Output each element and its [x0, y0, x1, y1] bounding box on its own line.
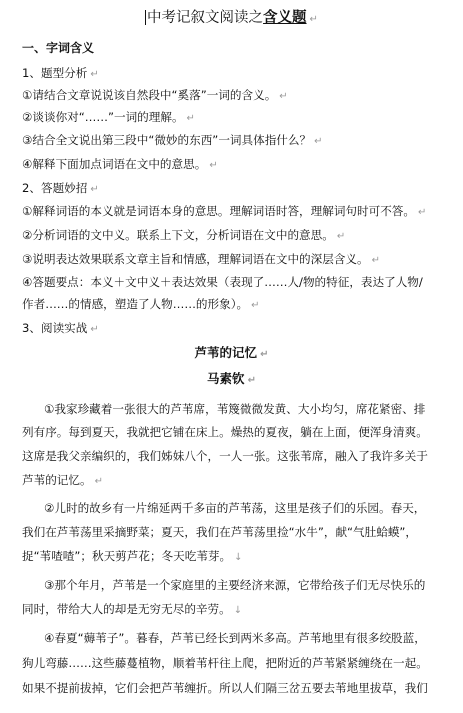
paragraph-2-line-3: 捉“苇喳喳”；秋天剪芦花；冬天吃苇芽。 ↓	[22, 549, 243, 563]
text-cursor	[145, 10, 146, 25]
question-2: ②谈谈你对“……”一词的理解。 ↵	[22, 110, 195, 124]
paragraph-1-line-1: ①我家珍藏着一张很大的芦苇席，苇篾微微发黄、大小均匀，席花紧密、排	[44, 402, 426, 416]
paragraph-1-line-4: 芦苇的记忆。 ↵	[22, 473, 103, 487]
question-1: ①请结合文章说说该自然段中“奚落”一词的含义。 ↵	[22, 88, 288, 102]
article-author: 马素钦 ↵	[207, 371, 256, 386]
tip-4-line-1: ④答题要点：本义＋文中义＋表达效果（表现了……人/物的特征，表达了人物/	[22, 275, 423, 289]
paragraph-1-line-3: 这席是我父亲编织的，我们姊妹八个，一人一张。这张苇席，融入了我许多关于	[22, 449, 428, 463]
paragraph-2-line-2: 我们在芦苇荡里采摘野菜；夏天，我们在芦苇荡里捡“水牛”，献“气肚蛤蟆”，	[22, 525, 418, 539]
subheading-tips: 2、答题妙招 ↵	[22, 181, 99, 195]
paragraph-3-line-1: ③那个年月，芦苇是一个家庭里的主要经济来源，它带给孩子们无尽快乐的	[44, 578, 426, 592]
question-4: ④解释下面加点词语在文中的意思。 ↵	[22, 157, 218, 171]
document-title: 中考记叙文阅读之含义题 ↵	[147, 10, 318, 26]
paragraph-3-line-2: 同时，带给大人的却是无穷无尽的辛劳。 ↓	[22, 602, 243, 616]
paragraph-4-line-1: ④春夏“薅苇子”。暮春，芦苇已经长到两米多高。芦苇地里有很多绞股蓝，	[44, 631, 426, 645]
paragraph-2-line-1: ②儿时的故乡有一片绵延两千多亩的芦苇荡，这里是孩子们的乐园。春天，	[44, 501, 426, 515]
paragraph-1-line-2: 列有序。每到夏天，我就把它铺在床上。燥热的夏夜，躺在上面，便浑身清爽。	[22, 425, 428, 439]
question-3: ③结合全文说出第三段中“微妙的东西”一词具体指什么？ ↵	[22, 133, 323, 147]
tip-4-line-2: 作者……的情感，塑造了人物……的形象）。 ↵	[22, 297, 260, 311]
title-emphasis: 含义题	[263, 10, 307, 26]
section-heading: 一、字词含义	[22, 41, 95, 55]
article-title: 芦苇的记忆 ↵	[194, 345, 269, 360]
subheading-practice: 3、阅读实战 ↵	[22, 321, 99, 335]
tip-3: ③说明表达效果联系文章主旨和情感，理解词语在文中的深层含义。 ↵	[22, 252, 381, 266]
tip-2: ②分析词语的文中义。联系上下文，分析词语在文中的意思。 ↵	[22, 228, 346, 242]
subheading-analysis: 1、题型分析 ↵	[22, 66, 99, 80]
paragraph-4-line-2: 狗儿弯藤……这些藤蔓植物，顺着苇杆往上爬，把附近的芦苇紧紧缠绕在一起。	[22, 656, 428, 670]
paragraph-4-line-3: 如果不提前拔掉，它们会把芦苇缠折。所以人们隔三岔五要去苇地里拔草，我们	[22, 681, 428, 695]
paragraph-mark-icon: ↵	[309, 14, 318, 25]
tip-1: ①解释词语的本义就是词语本身的意思。理解词语时答，理解词句时可不答。 ↵	[22, 204, 427, 218]
